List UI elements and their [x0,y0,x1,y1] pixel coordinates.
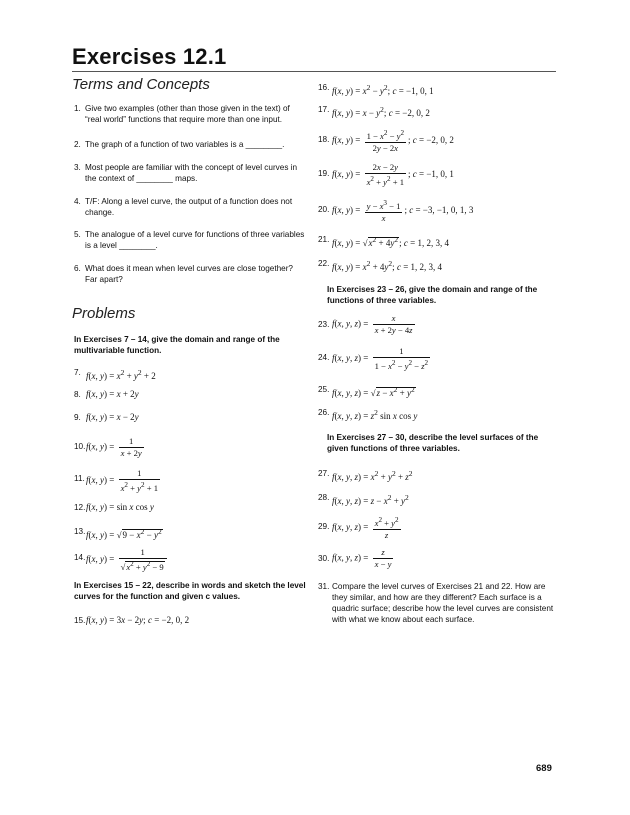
instruction-23-26: In Exercises 23 – 26, give the domain and range of the functions of three variables. [327,285,538,305]
page-title: Exercises 12.1 [72,44,227,69]
section-terms-and-concepts: Terms and Concepts [72,76,210,93]
title-rule [72,71,556,72]
instruction-7-14: In Exercises 7 – 14, give the domain and range of the multivariable function. [74,335,280,355]
section-problems: Problems [72,305,136,322]
page-number: 689 [536,763,552,774]
instruction-15-22: In Exercises 15 – 22, describe in words and sketch the level curves for the function and given c values. [74,581,306,601]
instruction-27-30: In Exercises 27 – 30, describe the level surfaces of the given functions of three variables. [327,433,539,453]
